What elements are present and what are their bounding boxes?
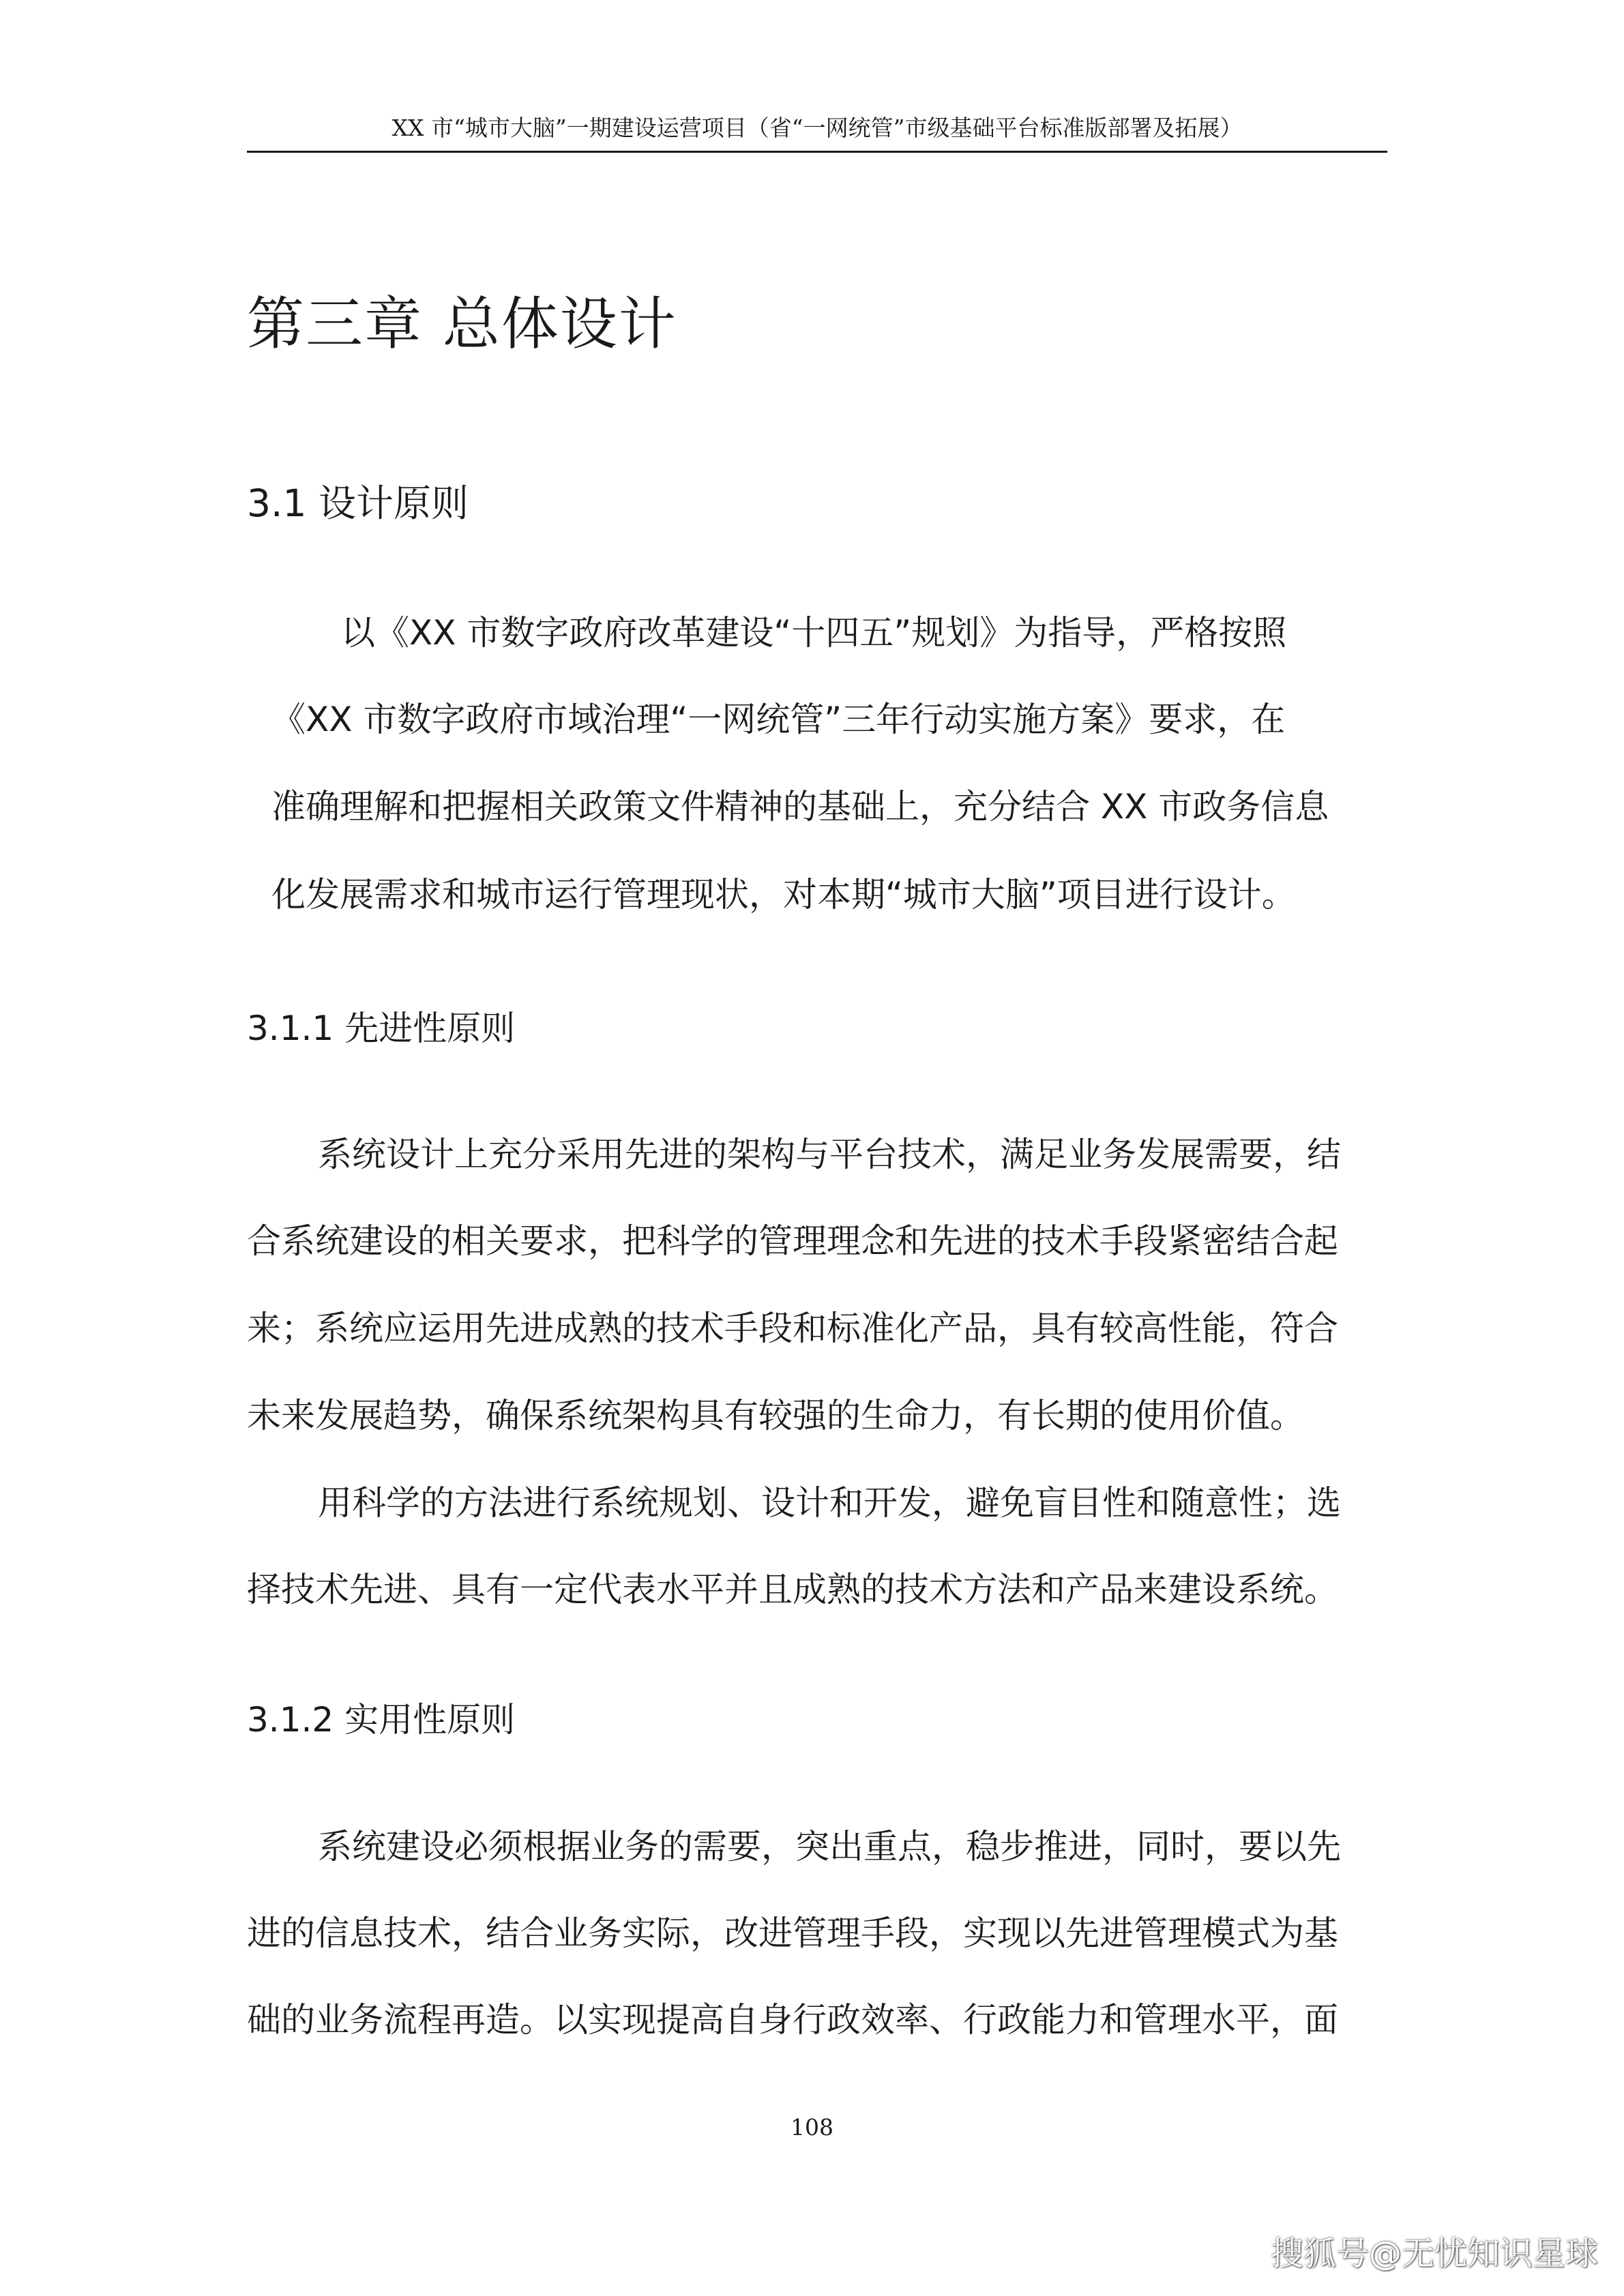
paragraph-line: 进的信息技术，结合业务实际，改进管理手段，实现以先进管理模式为基 (247, 1913, 1338, 1953)
header-divider (247, 151, 1387, 153)
paragraph-line: 《XX 市数字政府市域治理“一网统管”三年行动实施方案》要求，在 (271, 700, 1286, 739)
subsection-heading-3-1-1: 3.1.1 先进性原则 (247, 1009, 516, 1048)
paragraph-line: 准确理解和把握相关政策文件精神的基础上，充分结合 XX 市政务信息 (271, 787, 1329, 826)
subsection-heading-3-1-2: 3.1.2 实用性原则 (247, 1700, 516, 1740)
page-number: 108 (791, 2114, 833, 2141)
paragraph-line: 择技术先进、具有一定代表水平并且成熟的技术方法和产品来建设系统。 (247, 1570, 1338, 1609)
watermark: 搜狐号@无忧知识星球 (1270, 2235, 1598, 2273)
running-header: XX 市“城市大脑”一期建设运营项目（省“一网统管”市级基础平台标准版部署及拓展） (392, 115, 1243, 141)
chapter-title: 第三章 总体设计 (247, 290, 677, 357)
paragraph-line: 用科学的方法进行系统规划、设计和开发，避免盲目性和随意性；选 (318, 1483, 1341, 1523)
paragraph-line: 础的业务流程再造。以实现提高自身行政效率、行政能力和管理水平，面 (247, 2000, 1338, 2040)
section-heading-3-1: 3.1 设计原则 (247, 481, 469, 525)
paragraph-line: 系统建设必须根据业务的需要，突出重点，稳步推进，同时，要以先 (318, 1827, 1341, 1866)
paragraph-line: 系统设计上充分采用先进的架构与平台技术，满足业务发展需要，结 (318, 1135, 1341, 1174)
paragraph-line: 合系统建设的相关要求，把科学的管理理念和先进的技术手段紧密结合起 (247, 1221, 1338, 1261)
paragraph-line: 以《XX 市数字政府改革建设“十四五”规划》为指导，严格按照 (341, 613, 1287, 653)
paragraph-line: 化发展需求和城市运行管理现状，对本期“城市大脑”项目进行设计。 (271, 875, 1296, 914)
paragraph-line: 来；系统应运用先进成熟的技术手段和标准化产品，具有较高性能，符合 (247, 1309, 1338, 1348)
paragraph-line: 未来发展趋势，确保系统架构具有较强的生命力，有长期的使用价值。 (247, 1396, 1304, 1435)
